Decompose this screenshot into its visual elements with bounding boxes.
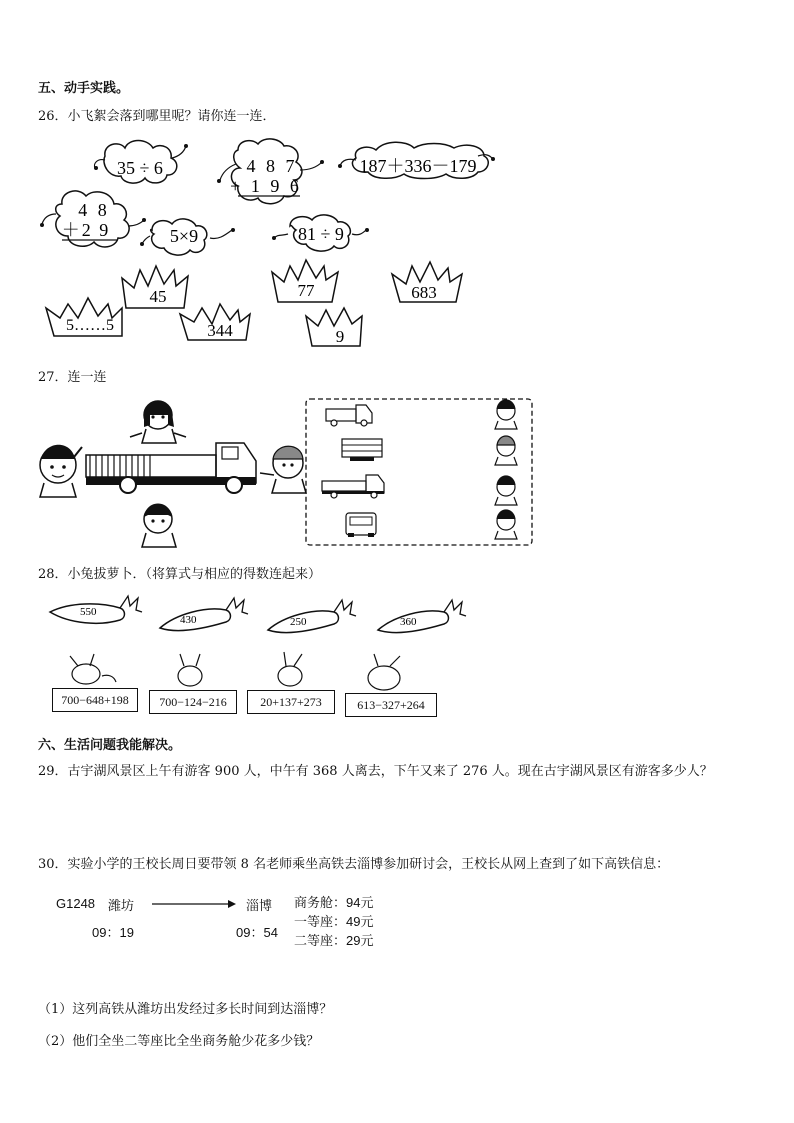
- truck-side-view: [86, 443, 256, 493]
- view-option-1: [326, 405, 372, 426]
- child-top: [130, 401, 186, 443]
- grass-5-remainder-5: [46, 298, 122, 336]
- section-5-title: 五、动手实践。: [38, 81, 130, 96]
- cloud-487-plus-196: [217, 139, 324, 204]
- carrot-250: [268, 600, 356, 632]
- svg-text:250: 250: [290, 616, 307, 628]
- grass-45: [122, 266, 188, 308]
- equation-box-1: 700−648+198: [52, 688, 138, 712]
- equation-box-4: 613−327+264: [345, 693, 437, 717]
- child-right: [260, 446, 306, 493]
- cloud-5-times-9: [140, 219, 235, 255]
- svg-text:187＋336－179: 187＋336－179: [359, 156, 477, 176]
- grass-683: [392, 262, 462, 302]
- carrot-430: [160, 598, 248, 630]
- svg-text:5×9: 5×9: [169, 226, 199, 246]
- option-child-4: [495, 510, 517, 539]
- question-29: 29．古宇湖风景区上午有游客 900 人，中午有 368 人离去，下午又来了 276 人。现在古宇湖风景区有游客多少人？: [38, 764, 713, 779]
- arrow-icon: [150, 898, 240, 910]
- carrot-550: [50, 596, 142, 623]
- child-bottom: [142, 504, 176, 548]
- train-to: 淄博: [246, 898, 273, 913]
- view-option-2: [342, 439, 382, 461]
- svg-text:9: 9: [335, 327, 345, 346]
- svg-text:45: 45: [149, 287, 167, 306]
- svg-text:683: 683: [411, 283, 437, 302]
- grass-344: [180, 304, 250, 340]
- grass-9: [306, 308, 362, 346]
- svg-text:＋2 9: ＋2 9: [61, 220, 111, 240]
- svg-text:5……5: 5……5: [66, 317, 114, 334]
- cloud-48-plus-29: [40, 191, 146, 247]
- cloud-35-div-6: [94, 141, 188, 184]
- rabbit-3: [278, 652, 302, 686]
- svg-text:4 8 7: 4 8 7: [246, 156, 298, 176]
- question-28: 28．小兔拔萝卜．（将算式与相应的得数连起来）: [38, 567, 322, 582]
- equation-box-2: 700−124−216: [149, 690, 237, 714]
- svg-text:+ 1 9 6: + 1 9 6: [230, 176, 302, 196]
- rabbit-1: [70, 654, 116, 684]
- dandelion-match-figure: [0, 130, 794, 360]
- cloud-187-plus-336-minus-179: [338, 142, 495, 178]
- rabbit-4: [368, 654, 400, 690]
- option-child-2: [495, 436, 517, 465]
- equation-box-3: 20+137+273: [247, 690, 335, 714]
- question-26: 26．小飞絮会落到哪里呢？请你连一连．: [38, 109, 276, 124]
- option-child-1: [495, 400, 517, 429]
- svg-text:81 ÷ 9: 81 ÷ 9: [298, 224, 344, 244]
- svg-text:360: 360: [400, 616, 417, 628]
- cloud-81-div-9: [272, 215, 369, 251]
- svg-text:550: 550: [80, 606, 97, 618]
- section-6-title: 六、生活问题我能解决。: [38, 738, 182, 753]
- question-30-2: （2）他们全坐二等座比全坐商务舱少花多少钱？: [38, 1034, 320, 1049]
- view-option-4: [346, 513, 376, 537]
- fare-first: 一等座：49元: [294, 914, 374, 929]
- view-option-3: [322, 475, 384, 498]
- truck-views-figure: [30, 395, 550, 555]
- question-30-1: （1）这列高铁从潍坊出发经过多长时间到达淄博？: [38, 1002, 333, 1017]
- question-27: 27．连一连: [38, 370, 107, 385]
- arrive-time: 09：54: [236, 925, 278, 940]
- rabbit-2: [178, 654, 202, 686]
- question-30: 30．实验小学的王校长周日要带领 8 名老师乘坐高铁去淄博参加研讨会，王校长从网上查到了如下高铁信息：: [38, 857, 670, 872]
- svg-text:430: 430: [180, 614, 197, 626]
- svg-text:344: 344: [207, 321, 233, 340]
- fare-business: 商务舱：94元: [294, 895, 374, 910]
- depart-time: 09：19: [92, 925, 134, 940]
- grass-77: [272, 260, 338, 302]
- child-left: [40, 445, 82, 497]
- svg-text:77: 77: [297, 281, 315, 300]
- fare-second: 二等座：29元: [294, 933, 374, 948]
- carrot-360: [378, 600, 466, 632]
- cloud-label: 35 ÷ 6: [117, 158, 163, 178]
- train-from: 潍坊: [108, 898, 135, 913]
- option-child-3: [495, 476, 517, 505]
- svg-text:4 8: 4 8: [78, 200, 110, 220]
- train-number: G1248: [56, 896, 96, 911]
